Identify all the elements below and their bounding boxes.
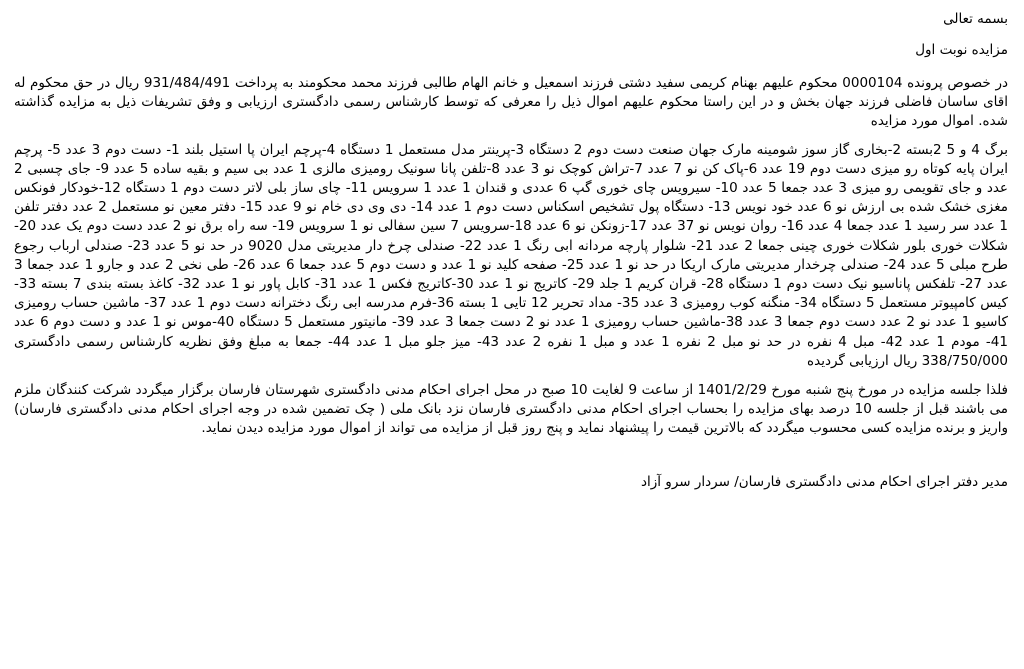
items-paragraph: برگ 4 و 5 2بسته 2-بخاری گاز سوز شومینه مارک جهان صنعت دست دوم 2 دستگاه 3-پرینتر مدل مستعمل 1 دستگاه 4-پرچم ایران پا استیل بلند 1- دست دوم 3 عدد 5- پرچم ایران پایه کوتاه رو میزی دست دوم 19 عدد 6-پاک کن نو 7 عدد 7-تراش کوچک نو 3 عدد 8-تلفن پانا سونیک رومیزی مالزی 1 عدد بی سیم و بقیه ساده 5 عدد 9- جای چسبی 2 عدد و جای تقویمی رو میزی 3 عدد جمعا 5 عدد 10- سیرویس چای خوری گپ 6 عددی و قندان 1 عدد 1 سرویس 11- چای ساز بلی لاتر دست دوم 1 دستگاه 12-خودکار فونکس مغزی خشک شده بی ارزش نو 6 عدد خود نویس 13- دستگاه پول تشخیص اسکناس دست دوم 1 عدد 14- دی وی دی خام نو 9 عدد 15- دفتر معین نو مستعمل 2 عدد دفتر تلفن 1 عدد سر رسید 1 عدد جمعا 4 عدد 16- روان نویس نو 37 عدد 17-زونکن نو 6 عدد 18-سرویس 7 سین سفالی نو 1 سرویس 19- سه راه برق نو 2 عدد دست دوم یک عدد 20-شکلات خوری بلور شکلات خوری چینی جمعا 2 عدد 21- شلوار پارچه مردانه ابی رنگ 1 عدد 22- صندلی چرخ دار مدیریتی مدل 9020 در حد نو 5 عدد 23- صندلی ارباب رجوع طرح مبلی 5 عدد 24- صندلی چرخدار مدیریتی مارک اریکا در حد نو 1 عدد 25- صفحه کلید نو 1 عدد و دست دوم 5 عدد جمعا 6 عدد 26- طی نخی 2 عدد و جارو 1 عدد جمعا 3 عدد 27- تلفکس پاناسیو نیک دست دوم 1 دستگاه 28- قران کریم 1 جلد 29- کاتریج نو 1 عدد 30-کاتریج فکس 1 عدد 31- کابل پاور نو 1 عدد 32- کاغذ بسته بندی 7 بسته 33- کیس کامپیوتر مستعمل 5 دستگاه 34- منگنه کوب رومیزی 3 عدد 35- مداد تحریر 12 تایی 1 بسته 36-فرم مدرسه ابی رنگ دخترانه دست دوم 1 عدد 37- ماشین حساب رومیزی کاسیو 1 عدد نو 2 عدد دست دوم جمعا 3 عدد 38-ماشین حساب رومیزی 1 عدد نو 2 دست جمعا 3 عدد 39- مانیتور مستعمل 5 دستگاه 40-موس نو 1 عدد و دست دوم 6 عدد 41- مودم 1 عدد 42- مبل 4 نفره در حد نو مبل 2 نفره 1 عدد و مبل 1 نفره 2 عدد 43- میز جلو مبل 1 عدد 44- جمعا به مبلغ وفق نظریه کارشناس رسمی دادگستری 338/750/000 ریال ارزیابی گردیده (14, 141, 1009, 369)
basmala-heading: بسمه تعالی (943, 11, 1008, 27)
auction-title: مزایده نوبت اول (915, 42, 1008, 58)
session-paragraph: فلذا جلسه مزایده در مورخ پنج شنبه مورخ 1401/2/29 از ساعت 9 لغایت 10 صبح در محل اجرای احکام مدنی دادگستری شهرستان فارسان برگزار میگردد شرکت کنندگان ملزم می باشند قبل از جلسه 10 درصد بهای مزایده را بحساب اجرای احکام مدنی دادگستری فارسان نزد بانک ملی ( چک تضمین شده در وجه اجرای احکام مدنی دادگستری فارسان) واریز و برنده مزایده کسی محسوب میگردد که بالاترین قیمت را پیشنهاد نماید و پنج روز قبل از مزایده می تواند از اموال مورد مزایده دیدن نماید. (14, 382, 1009, 437)
case-paragraph: در خصوص پرونده 0000104 محکوم علیهم بهنام کریمی سفید دشتی فرزند اسمعیل و خانم الهام طالبی فرزند محمد محکومند به پرداخت 931/484/491 ریال در حق محکوم له اقای ساسان فاضلی فرزند جهان بخش و در این راستا محکوم علیهم اموال ذیل را معرفی که توسط کارشناس رسمی دادگستری ارزیابی و وفق تشریفات ذیل به مزایده گذاشته شده. اموال مورد مزایده (14, 75, 1008, 130)
signature-line: مدیر دفتر اجرای احکام مدنی دادگستری فارسان/ سردار سرو آزاد (640, 473, 1008, 490)
